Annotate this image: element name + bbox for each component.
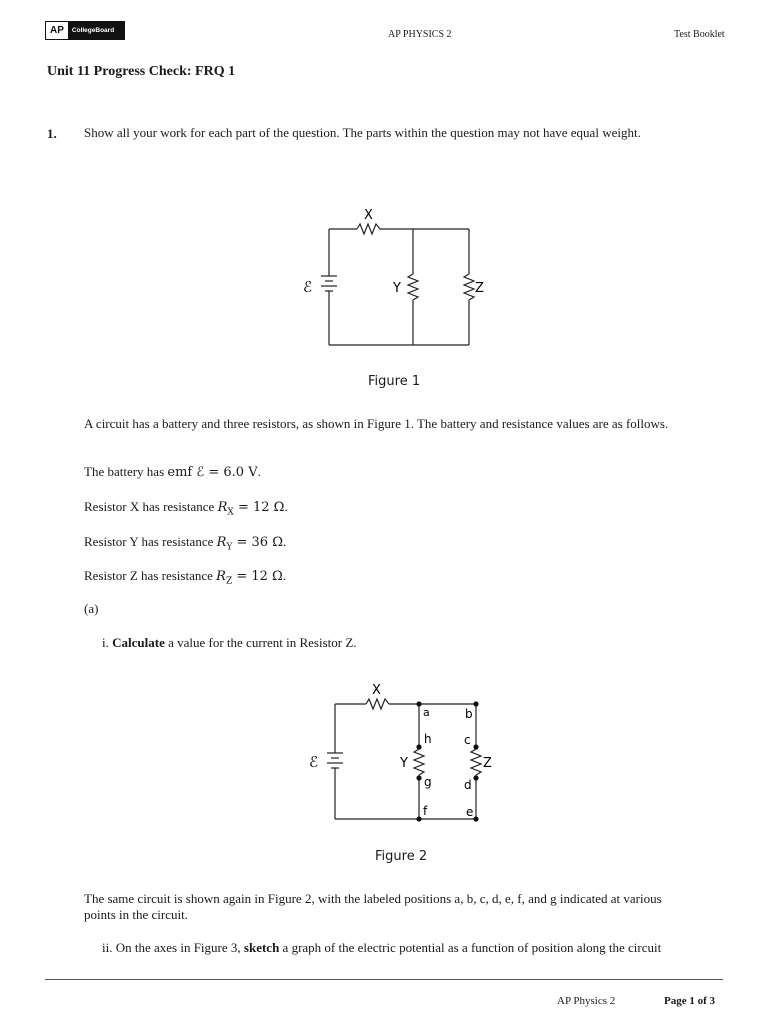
footer-course: AP Physics 2 [557, 995, 616, 1007]
ry-subscript: Y [226, 542, 233, 553]
rx-symbol: R [217, 500, 228, 515]
ry-symbol: R [216, 535, 227, 550]
fig2-label-emf: ℰ [309, 753, 319, 771]
point-a-dot [416, 701, 421, 706]
question-instructions: Show all your work for each part of the question. The parts within the question may not have equal weight. [84, 125, 641, 140]
rz-subscript: Z [225, 576, 233, 587]
resistor-z-value [84, 568, 286, 587]
point-h-dot [416, 744, 421, 749]
part-a-ii-rest: a graph of the electric potential as a function of position along the circuit [279, 940, 662, 955]
resistor-y-value [84, 534, 286, 553]
battery-emf-math: emf ℰ = 6.0 V [167, 465, 258, 480]
fig2-label-b: b [465, 707, 473, 721]
fig1-label-y: Y [393, 281, 401, 296]
part-a-ii-prefix: ii. On the axes in Figure 3, [102, 940, 244, 955]
rz-value: = 12 Ω [232, 569, 283, 584]
fig2-label-d: d [464, 778, 472, 792]
rx-suffix: . [284, 499, 288, 514]
ry-prefix: Resistor Y has resistance [84, 534, 217, 549]
fig2-label-z: Z [483, 756, 492, 771]
fig1-label-emf: ℰ [303, 278, 313, 296]
resistor-x-value [84, 499, 288, 518]
figure-2-text-line-2: points in the circuit. [84, 907, 188, 922]
figure-2-text-line-1: The same circuit is shown again in Figure 2, with the labeled positions a, b, c, d, e, f, and g indicated at various [84, 891, 662, 906]
point-c-dot [473, 744, 478, 749]
rx-prefix: Resistor X has resistance [84, 499, 218, 514]
fig2-label-g: g [424, 775, 432, 789]
ry-value: = 36 Ω [232, 535, 283, 550]
figure-1-circuit [295, 202, 485, 352]
part-a-i-prefix: i. [102, 635, 113, 650]
rx-subscript: X [227, 507, 234, 518]
ry-suffix: . [283, 534, 287, 549]
fig2-label-y: Y [400, 756, 408, 771]
battery-value-prefix: The battery has [84, 464, 168, 479]
point-d-dot [473, 775, 478, 780]
part-a-i [102, 635, 357, 651]
fig2-label-c: c [464, 733, 471, 747]
part-a-ii [102, 940, 661, 956]
figure-2-caption: Figure 2 [375, 849, 428, 864]
fig2-label-x: X [372, 683, 381, 698]
battery-value [84, 464, 261, 480]
point-f-dot [416, 816, 421, 821]
rz-suffix: . [282, 568, 287, 583]
fig1-label-z: Z [475, 281, 484, 296]
header-booklet: Test Booklet [674, 29, 725, 40]
footer-page-number: Page 1 of 3 [664, 995, 716, 1007]
part-a-label: (a) [84, 601, 99, 616]
part-a-i-bold: Calculate [112, 635, 165, 650]
question-number: 1. [47, 126, 57, 141]
logo-ap-text: AP [46, 22, 68, 39]
fig2-label-h: h [424, 732, 432, 746]
ap-collegeboard-logo [45, 21, 125, 40]
part-a-i-rest: a value for the current in Resistor Z. [164, 635, 357, 650]
rz-prefix: Resistor Z has resistance [84, 568, 217, 583]
fig1-label-x: X [364, 208, 373, 223]
battery-value-suffix: . [257, 464, 261, 479]
header-course: AP PHYSICS 2 [388, 29, 452, 40]
point-e-dot [473, 816, 478, 821]
rz-symbol: R [216, 569, 226, 584]
figure-1-caption: Figure 1 [368, 374, 421, 389]
rx-value: = 12 Ω [233, 500, 285, 515]
fig2-label-f: f [423, 804, 428, 818]
footer-divider [45, 979, 723, 980]
fig2-label-e: e [466, 805, 474, 819]
logo-collegeboard-text: CollegeBoard [71, 27, 115, 34]
circuit-intro: A circuit has a battery and three resistors, as shown in Figure 1. The battery and resistance values are as follows. [84, 416, 669, 431]
figure-2-circuit [300, 677, 510, 827]
part-a-ii-bold: sketch [243, 940, 280, 955]
fig2-label-a: a [423, 706, 430, 719]
point-b-dot [473, 701, 478, 706]
point-g-dot [416, 775, 421, 780]
page-title: Unit 11 Progress Check: FRQ 1 [47, 64, 236, 79]
